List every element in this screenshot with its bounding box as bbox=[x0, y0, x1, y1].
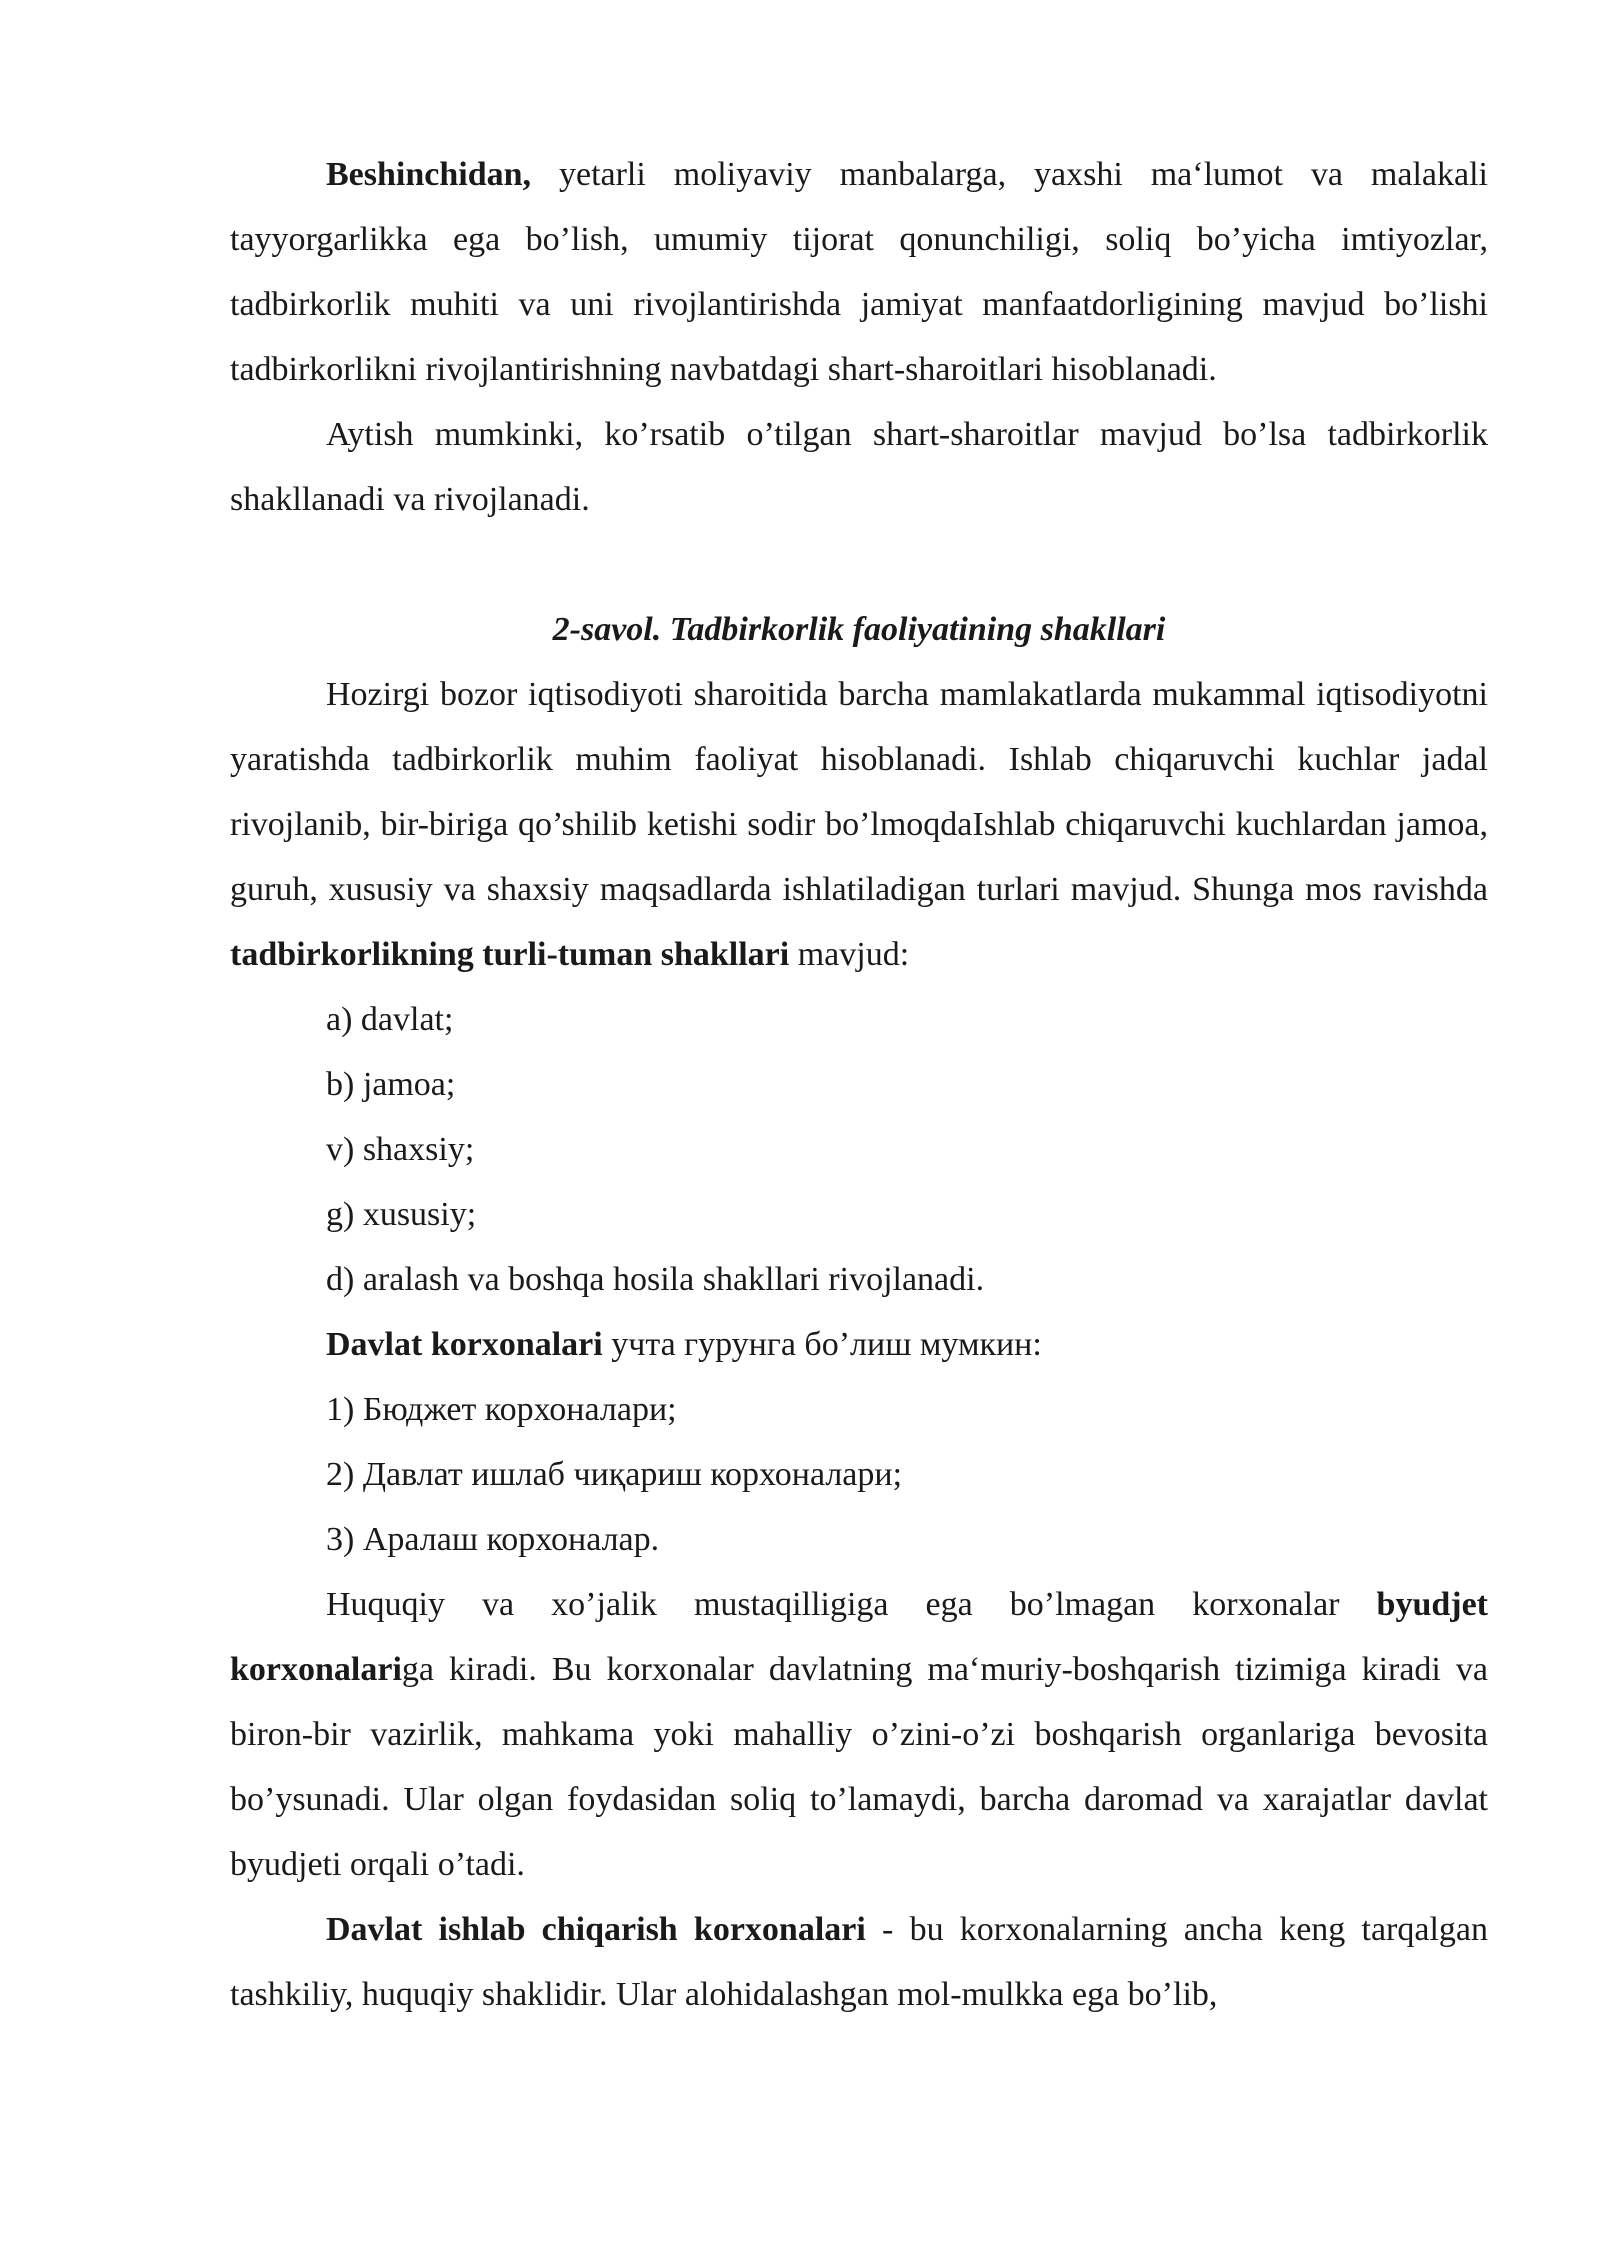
paragraph-production-enterprises bbox=[230, 1897, 1488, 2027]
paragraph-conclusion bbox=[230, 402, 1488, 532]
paragraph-conditions bbox=[230, 142, 1488, 402]
list-item: 1) Бюджет корхоналари; bbox=[326, 1391, 677, 1428]
paragraph-text: ga kiradi. Bu korxonalar davlatning ma‘muriy-boshqarish tizimiga kiradi va biron-bir vazirlik, mahkama yoki mahalliy o’zini-o’zi boshqarish organlariga bevosita bo’ysunadi. Ular olgan foydasidan soliq to’lamaydi, barcha daromad va xarajatlar davlat byudjeti orqali o’tadi. bbox=[230, 1651, 1488, 1883]
paragraph-text: yetarli moliyaviy manbalarga, yaxshi ma‘lumot va malakali tayyorgarlikka ega bo’lish, umumiy tijorat qonunchiligi, soliq bo’yicha imtiyozlar, tadbirkorlik muhiti va uni rivojlantirishda jamiyat manfaatdorligining mavjud bo’lishi tadbirkorlikni rivojlantirishning navbatdagi shart-sharoitlari hisoblanadi. bbox=[230, 156, 1488, 388]
paragraph-budget-enterprises bbox=[230, 1572, 1488, 1897]
list-item: 3) Аралаш корхоналар. bbox=[326, 1521, 660, 1558]
list-item: g) xususiy; bbox=[326, 1196, 477, 1233]
paragraph-intro-forms bbox=[230, 662, 1488, 987]
paragraph-state-enterprises bbox=[230, 1312, 1488, 1377]
bold-lead: Davlat korxonalari bbox=[326, 1326, 603, 1363]
paragraph-text: Aytish mumkinki, ko’rsatib o’tilgan shart-sharoitlar mavjud bo’lsa tadbirkorlik shakllanadi va rivojlanadi. bbox=[230, 416, 1488, 518]
list-item: 2) Давлат ишлаб чиқариш корхоналари; bbox=[326, 1456, 903, 1493]
section-heading: 2-savol. Tadbirkorlik faoliyatining shakllari bbox=[552, 611, 1166, 648]
bold-lead: Davlat ishlab chiqarish korxonalari bbox=[326, 1911, 866, 1948]
bold-term: tadbirkorlikning turli-tuman shakllari bbox=[230, 936, 790, 973]
paragraph-text: учта гурунга бо’лиш мумкин: bbox=[602, 1326, 1042, 1363]
list-item: v) shaxsiy; bbox=[326, 1131, 475, 1168]
list-item: d) aralash va boshqa hosila shakllari rivojlanadi. bbox=[326, 1261, 985, 1298]
paragraph-text: - bu korxonalarning ancha keng tarqalgan tashkiliy, huquqiy shaklidir. Ular alohidalashgan mol-mulkka ega bo’lib, bbox=[230, 1911, 1488, 2013]
paragraph-text: Huquqiy va xo’jalik mustaqilligiga ega bo’lmagan korxonalar bbox=[326, 1586, 1377, 1623]
bold-term: byudjet korxonalari bbox=[230, 1586, 1488, 1688]
list-item: b) jamoa; bbox=[326, 1066, 456, 1103]
document-body bbox=[230, 142, 1488, 2027]
paragraph-text: mavjud: bbox=[789, 936, 910, 973]
bold-lead: Beshinchidan, bbox=[326, 156, 532, 193]
list-item: a) davlat; bbox=[326, 1001, 454, 1038]
paragraph-text: Hozirgi bozor iqtisodiyoti sharoitida barcha mamlakatlarda mukammal iqtisodiyotni yaratishda tadbirkorlik muhim faoliyat hisoblanadi. Ishlab chiqaruvchi kuchlar jadal rivojlanib, bir-biriga qo’shilib ketishi sodir bo’lmoqdaIshlab chiqaruvchi kuchlardan jamoa, guruh, xususiy va shaxsiy maqsadlarda ishlatiladigan turlari mavjud. Shunga mos ravishda bbox=[230, 676, 1488, 908]
